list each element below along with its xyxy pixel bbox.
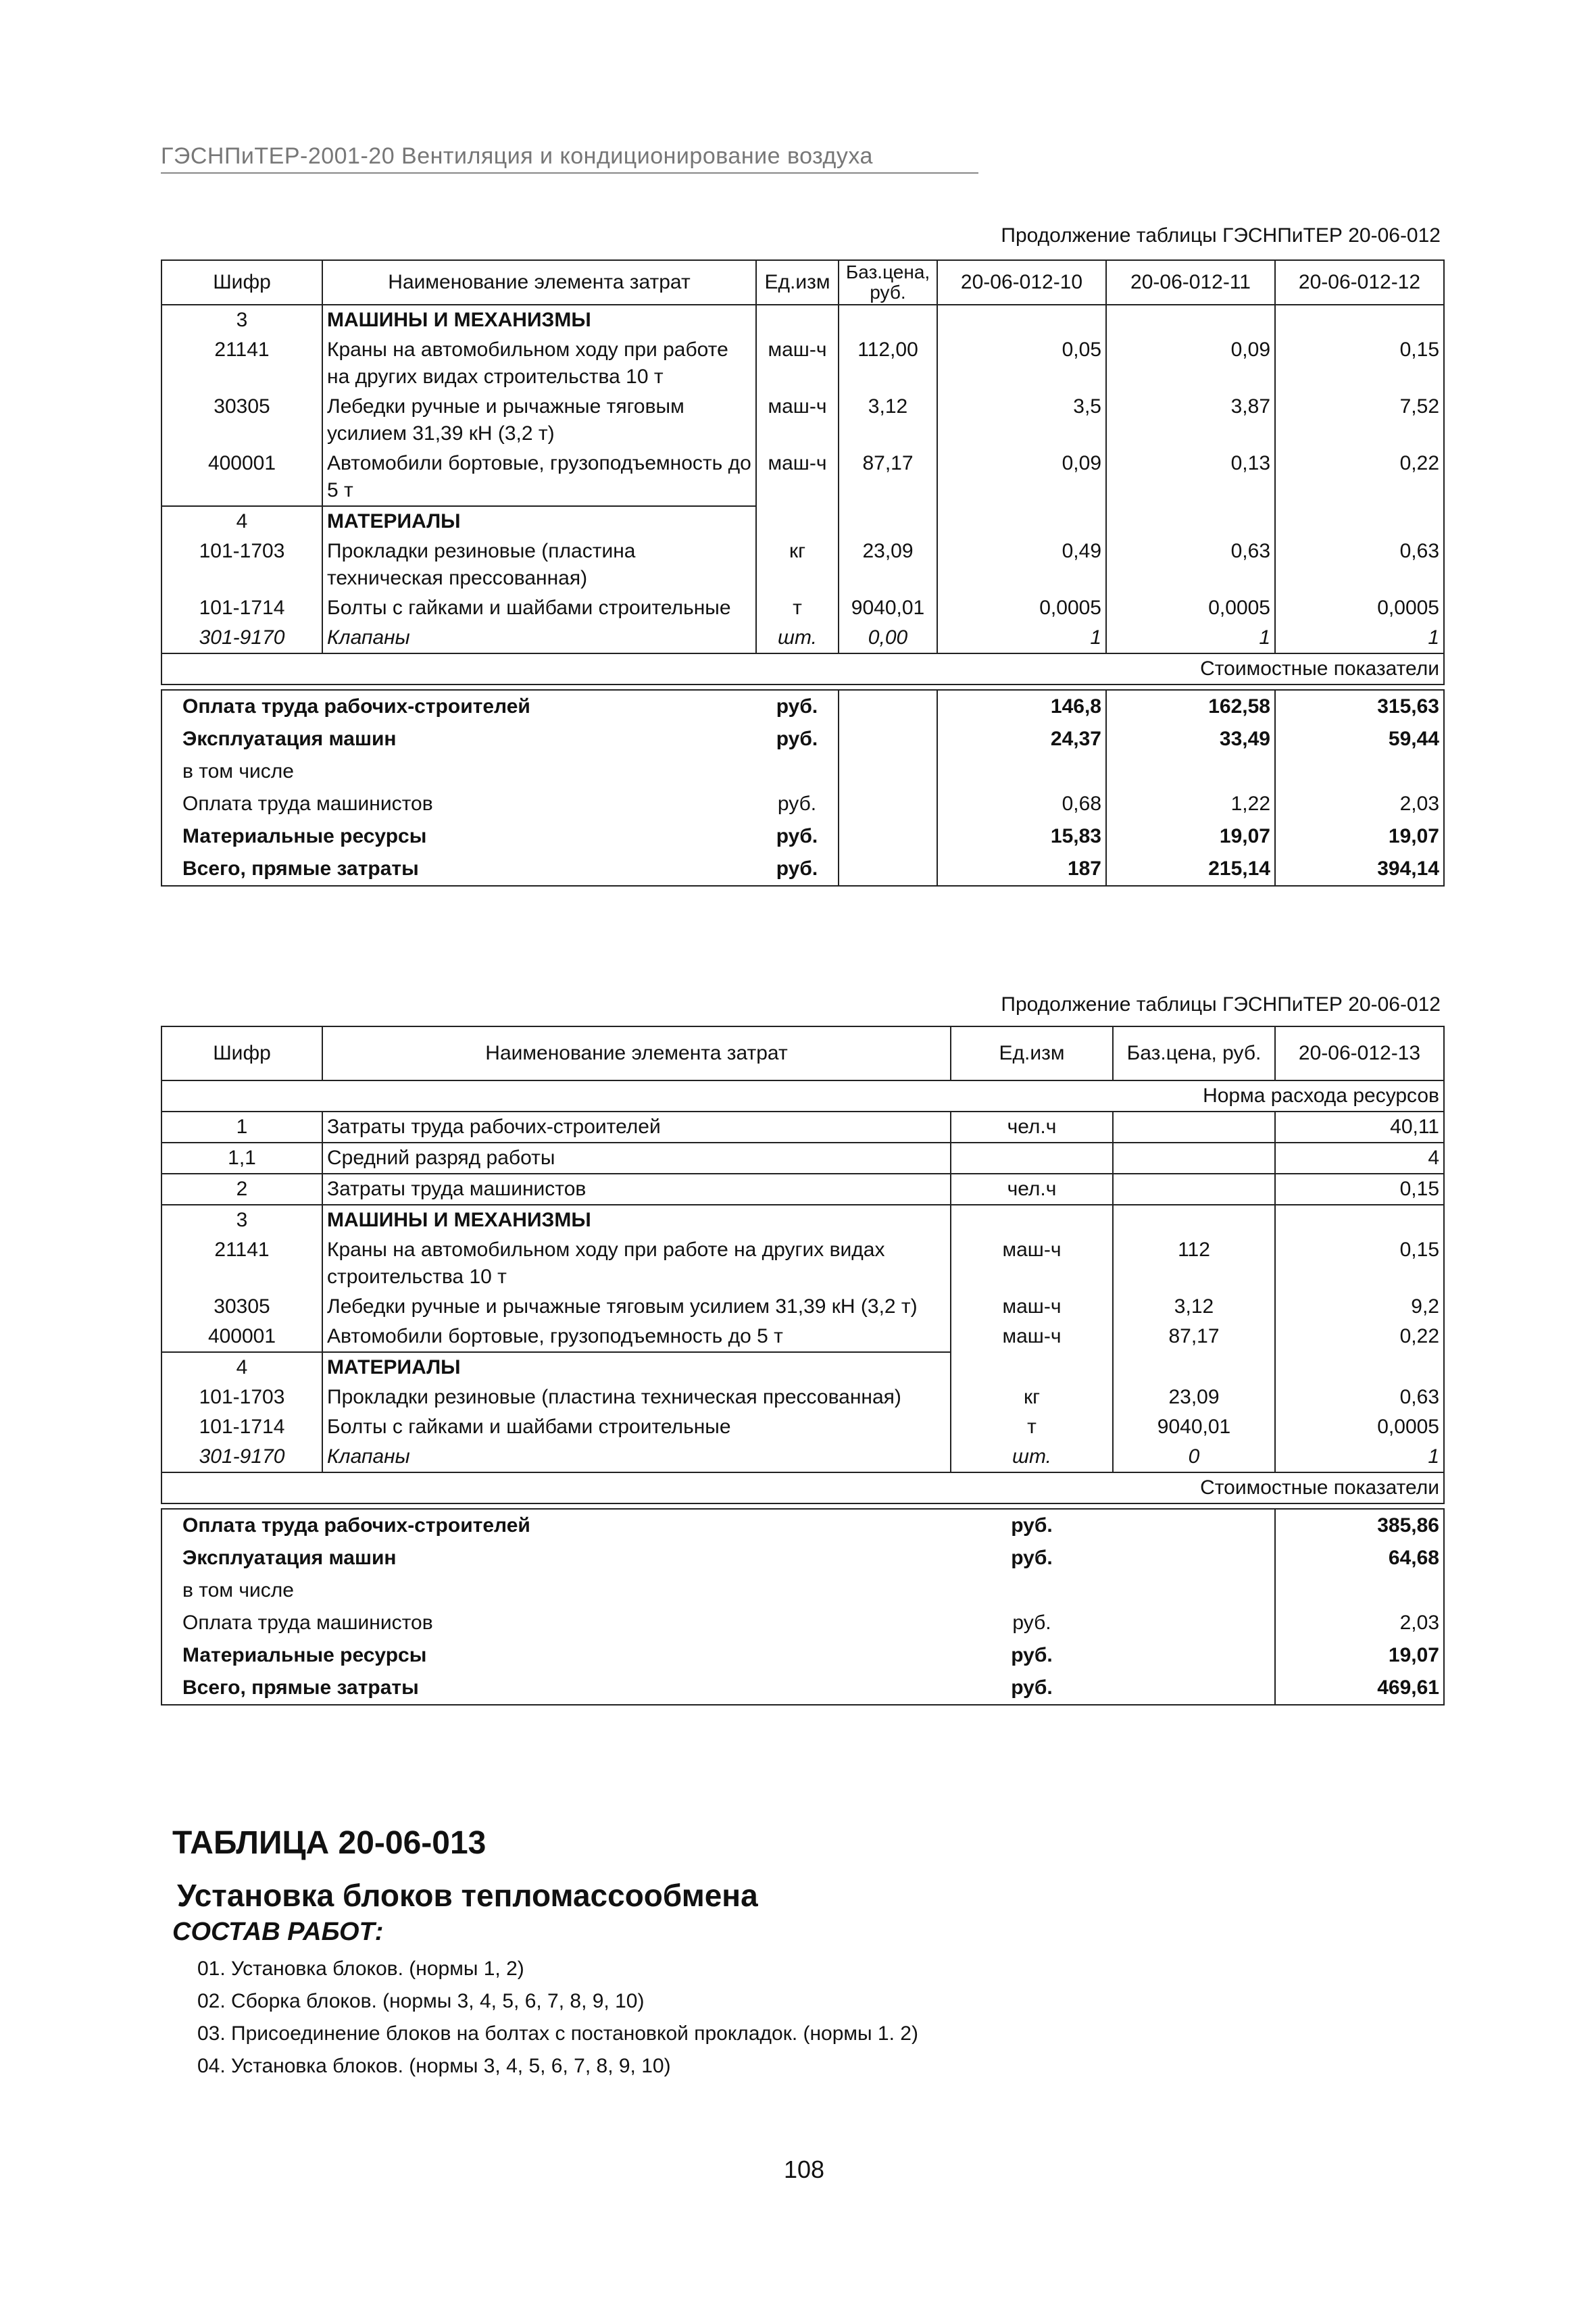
section-row — [161, 305, 1444, 335]
summary-label: Оплата труда рабочих-строителей — [161, 690, 756, 723]
table-row — [161, 1412, 1444, 1442]
empty-cell — [1275, 1352, 1444, 1383]
row-unit — [951, 1143, 1113, 1174]
table-row — [161, 1322, 1444, 1352]
summary-label: Всего, прямые затраты — [161, 1672, 951, 1705]
summary-unit: руб. — [1012, 1612, 1051, 1634]
summary-value-1 — [937, 755, 1106, 788]
empty-cell — [937, 506, 1106, 537]
row-value-2: 0,13 — [1106, 449, 1275, 506]
row-price: 23,09 — [1113, 1383, 1275, 1412]
summary-label: Эксплуатация машин — [161, 1542, 951, 1574]
row-value-3: 0,15 — [1275, 335, 1444, 392]
empty-cell — [1106, 305, 1275, 335]
row-value-1: 0,0005 — [1275, 1412, 1444, 1442]
summary-unit: руб. — [776, 695, 818, 718]
row-name: Автомобили бортовые, грузоподъемность до 5 т — [322, 449, 756, 506]
row-value-3: 0,63 — [1275, 537, 1444, 593]
row-price: 9040,01 — [839, 593, 937, 623]
row-price — [1113, 1174, 1275, 1205]
col-name-header: Наименование элемента затрат — [322, 260, 756, 305]
table-subtitle: Установка блоков тепломассообмена — [177, 1878, 758, 1913]
col-code-header: Шифр — [161, 260, 322, 305]
summary-unit: руб. — [1011, 1514, 1053, 1537]
row-code: 30305 — [161, 1292, 322, 1322]
section-row — [161, 1205, 1444, 1235]
row-unit: т — [951, 1412, 1113, 1442]
works-title: СОСТАВ РАБОТ: — [172, 1918, 384, 1946]
row-value-3: 0,0005 — [1275, 593, 1444, 623]
row-code: 400001 — [161, 449, 322, 506]
table-row — [161, 1383, 1444, 1412]
summary-row — [161, 1509, 1444, 1542]
row-name: Прокладки резиновые (пластина техническая прессованная) — [322, 1383, 951, 1412]
row-value-2: 0,09 — [1106, 335, 1275, 392]
works-item: 01. Установка блоков. (нормы 1, 2) — [197, 1958, 524, 1980]
row-code: 30305 — [161, 392, 322, 449]
row-unit: маш-ч — [756, 392, 839, 449]
summary-value-3: 19,07 — [1275, 820, 1444, 853]
row-name: Прокладки резиновые (пластина техническая прессованная) — [322, 537, 756, 593]
row-code: 2 — [161, 1174, 322, 1205]
empty-cell — [839, 723, 937, 755]
row-value-1: 1 — [937, 623, 1106, 653]
summary-row — [161, 1542, 1444, 1574]
row-value-1: 4 — [1275, 1143, 1444, 1174]
table-row — [161, 623, 1444, 653]
summary-value-2 — [1106, 755, 1275, 788]
empty-cell — [1106, 506, 1275, 537]
summary-unit: руб. — [777, 793, 817, 815]
section-row — [161, 506, 1444, 537]
summary-value-1: 19,07 — [1275, 1639, 1444, 1672]
table-row — [161, 1174, 1444, 1205]
page-number: 108 — [784, 2156, 825, 2183]
empty-cell — [161, 1472, 1113, 1503]
summary-value-3: 2,03 — [1275, 788, 1444, 820]
col-norm3-header: 20-06-012-12 — [1275, 260, 1444, 305]
row-name: Болты с гайками и шайбами строительные — [322, 1412, 951, 1442]
summary-row — [161, 788, 1444, 820]
row-value-3: 7,52 — [1275, 392, 1444, 449]
row-value-1: 0,05 — [937, 335, 1106, 392]
works-list — [197, 1953, 918, 2083]
row-code: 301-9170 — [161, 1442, 322, 1472]
empty-cell — [839, 820, 937, 853]
row-code: 101-1714 — [161, 593, 322, 623]
summary-row — [161, 690, 1444, 723]
row-name: Затраты труда машинистов — [322, 1174, 951, 1205]
summary-label: Оплата труда машинистов — [161, 1607, 951, 1639]
summary-row — [161, 755, 1444, 788]
summary-row — [161, 820, 1444, 853]
row-price: 112,00 — [839, 335, 937, 392]
table2 — [161, 1026, 1445, 1706]
col-name-header: Наименование элемента затрат — [322, 1026, 951, 1080]
col-norm2-header: 20-06-012-11 — [1106, 260, 1275, 305]
row-value-1: 0,63 — [1275, 1383, 1444, 1412]
row-unit: шт. — [756, 623, 839, 653]
empty-cell — [1113, 1352, 1275, 1383]
empty-cell — [1113, 1509, 1275, 1542]
row-code: 21141 — [161, 335, 322, 392]
table-row — [161, 1442, 1444, 1472]
gap-row — [161, 1503, 1444, 1509]
row-value-1: 40,11 — [1275, 1112, 1444, 1143]
summary-value-3: 315,63 — [1275, 690, 1444, 723]
row-value-1: 0,49 — [937, 537, 1106, 593]
row-name: Лебедки ручные и рычажные тяговым усилием 31,39 кН (3,2 т) — [322, 1292, 951, 1322]
row-unit: т — [756, 593, 839, 623]
summary-label: Материальные ресурсы — [161, 820, 756, 853]
table1-header-row — [161, 260, 1444, 305]
summary-value-2: 33,49 — [1106, 723, 1275, 755]
summary-value-1: 2,03 — [1275, 1607, 1444, 1639]
table-row — [161, 392, 1444, 449]
row-unit: маш-ч — [951, 1292, 1113, 1322]
works-item: 03. Присоединение блоков на болтах с постановкой прокладок. (нормы 1. 2) — [197, 2022, 918, 2045]
row-name: Затраты труда рабочих-строителей — [322, 1112, 951, 1143]
summary-value-3: 394,14 — [1275, 853, 1444, 886]
gap-cell — [161, 1503, 1444, 1509]
summary-value-1: 469,61 — [1275, 1672, 1444, 1705]
row-value-1: 0,15 — [1275, 1235, 1444, 1292]
summary-label: Всего, прямые затраты — [161, 853, 756, 886]
summary-value-1 — [1275, 1574, 1444, 1607]
row-name: Средний разряд работы — [322, 1143, 951, 1174]
summary-unit: руб. — [776, 728, 818, 750]
cost-title-row — [161, 653, 1444, 684]
row-price: 112 — [1113, 1235, 1275, 1292]
row-value-1: 0,22 — [1275, 1322, 1444, 1352]
row-price: 87,17 — [839, 449, 937, 506]
summary-value-2: 215,14 — [1106, 853, 1275, 886]
gap-cell — [161, 684, 1444, 690]
table1 — [161, 259, 1445, 887]
row-name: Болты с гайками и шайбами строительные — [322, 593, 756, 623]
row-value-3: 0,22 — [1275, 449, 1444, 506]
section-code: 3 — [161, 305, 322, 335]
summary-label: Эксплуатация машин — [161, 723, 756, 755]
empty-cell — [1275, 305, 1444, 335]
summary-row — [161, 1607, 1444, 1639]
summary-unit: руб. — [756, 853, 839, 886]
empty-cell — [756, 506, 839, 537]
row-name: Автомобили бортовые, грузоподъемность до 5 т — [322, 1322, 951, 1352]
empty-cell — [839, 853, 937, 886]
table-row — [161, 593, 1444, 623]
summary-row — [161, 723, 1444, 755]
row-value-2: 0,63 — [1106, 537, 1275, 593]
section-code: 3 — [161, 1205, 322, 1235]
row-name: Краны на автомобильном ходу при работе на других видах строительства 10 т — [322, 335, 756, 392]
empty-cell — [1113, 1672, 1275, 1705]
summary-value-1: 146,8 — [937, 690, 1106, 723]
row-price: 9040,01 — [1113, 1412, 1275, 1442]
row-value-1: 1 — [1275, 1442, 1444, 1472]
summary-value-2: 162,58 — [1106, 690, 1275, 723]
summary-value-1: 24,37 — [937, 723, 1106, 755]
row-value-1: 3,5 — [937, 392, 1106, 449]
table2-continuation: Продолжение таблицы ГЭСНПиТЕР 20-06-012 — [1001, 993, 1441, 1016]
row-unit: чел.ч — [951, 1174, 1113, 1205]
section-code: 4 — [161, 1352, 322, 1383]
norm-title-row — [161, 1080, 1444, 1112]
col-unit-header: Ед.изм — [951, 1026, 1113, 1080]
row-price: 3,12 — [1113, 1292, 1275, 1322]
empty-cell — [756, 305, 839, 335]
row-unit: шт. — [951, 1442, 1113, 1472]
row-code: 101-1703 — [161, 1383, 322, 1412]
section-title: МАТЕРИАЛЫ — [322, 506, 756, 537]
empty-cell — [951, 1352, 1113, 1383]
row-unit: маш-ч — [951, 1322, 1113, 1352]
table1-continuation: Продолжение таблицы ГЭСНПиТЕР 20-06-012 — [1001, 224, 1441, 247]
row-name: Клапаны — [322, 623, 756, 653]
table-row — [161, 449, 1444, 506]
row-name: Лебедки ручные и рычажные тяговым усилием 31,39 кН (3,2 т) — [322, 392, 756, 449]
row-code: 301-9170 — [161, 623, 322, 653]
empty-cell — [1275, 506, 1444, 537]
gap-row — [161, 684, 1444, 690]
summary-value-3 — [1275, 755, 1444, 788]
summary-unit: руб. — [776, 825, 818, 847]
table-row — [161, 537, 1444, 593]
summary-value-1: 64,68 — [1275, 1542, 1444, 1574]
cost-title: Стоимостные показатели — [1113, 1472, 1444, 1503]
empty-cell — [937, 305, 1106, 335]
row-value-1: 9,2 — [1275, 1292, 1444, 1322]
summary-unit: руб. — [1011, 1547, 1053, 1569]
row-price — [1113, 1112, 1275, 1143]
section-title: МАШИНЫ И МЕХАНИЗМЫ — [322, 305, 756, 335]
empty-cell — [1113, 1205, 1275, 1235]
row-price — [1113, 1143, 1275, 1174]
row-code: 1,1 — [161, 1143, 322, 1174]
col-norm1-header: 20-06-012-13 — [1275, 1026, 1444, 1080]
table-row — [161, 1292, 1444, 1322]
row-name: Краны на автомобильном ходу при работе на других видах строительства 10 т — [322, 1235, 951, 1292]
empty-cell — [951, 1205, 1113, 1235]
empty-cell — [1113, 1607, 1275, 1639]
row-value-2: 3,87 — [1106, 392, 1275, 449]
col-price-header: Баз.цена, руб. — [1113, 1026, 1275, 1080]
table-row — [161, 1143, 1444, 1174]
table-title: ТАБЛИЦА 20-06-013 — [172, 1825, 487, 1861]
row-code: 1 — [161, 1112, 322, 1143]
summary-value-2: 1,22 — [1106, 788, 1275, 820]
col-code-header: Шифр — [161, 1026, 322, 1080]
section-title: МАТЕРИАЛЫ — [322, 1352, 951, 1383]
section-title: МАШИНЫ И МЕХАНИЗМЫ — [322, 1205, 951, 1235]
empty-cell — [161, 1080, 1113, 1112]
summary-label: Материальные ресурсы — [161, 1639, 951, 1672]
summary-label: Оплата труда рабочих-строителей — [161, 1509, 951, 1542]
row-code: 101-1714 — [161, 1412, 322, 1442]
summary-unit: руб. — [951, 1672, 1113, 1705]
cost-title-row — [161, 1472, 1444, 1503]
row-value-2: 0,0005 — [1106, 593, 1275, 623]
summary-row — [161, 853, 1444, 886]
empty-cell — [1275, 1205, 1444, 1235]
empty-cell — [1113, 1639, 1275, 1672]
summary-label: в том числе — [161, 755, 756, 788]
running-header: ГЭСНПиТЕР-2001-20 Вентиляция и кондиционирование воздуха — [161, 143, 978, 174]
works-item: 04. Установка блоков. (нормы 3, 4, 5, 6, 7, 8, 9, 10) — [197, 2055, 671, 2077]
row-value-1: 0,09 — [937, 449, 1106, 506]
empty-cell — [161, 653, 937, 684]
col-price-header: Баз.цена, руб. — [839, 260, 937, 305]
table-row — [161, 1112, 1444, 1143]
row-price: 0 — [1113, 1442, 1275, 1472]
row-price: 0,00 — [839, 623, 937, 653]
summary-label: в том числе — [161, 1574, 951, 1607]
summary-unit: руб. — [1011, 1644, 1053, 1666]
summary-value-1: 15,83 — [937, 820, 1106, 853]
empty-cell — [1113, 1574, 1275, 1607]
empty-cell — [839, 690, 937, 723]
row-unit: кг — [951, 1383, 1113, 1412]
row-value-3: 1 — [1275, 623, 1444, 653]
row-name: Клапаны — [322, 1442, 951, 1472]
section-code: 4 — [161, 506, 322, 537]
row-unit: маш-ч — [756, 449, 839, 506]
row-unit: маш-ч — [951, 1235, 1113, 1292]
empty-cell — [1113, 1542, 1275, 1574]
empty-cell — [839, 788, 937, 820]
empty-cell — [839, 305, 937, 335]
summary-row — [161, 1672, 1444, 1705]
row-unit: маш-ч — [756, 335, 839, 392]
summary-value-3: 59,44 — [1275, 723, 1444, 755]
summary-label: Оплата труда машинистов — [161, 788, 756, 820]
summary-row — [161, 1574, 1444, 1607]
row-unit: кг — [756, 537, 839, 593]
norm-title: Норма расхода ресурсов — [1113, 1080, 1444, 1112]
summary-row — [161, 1639, 1444, 1672]
table2-header-row — [161, 1026, 1444, 1080]
row-code: 101-1703 — [161, 537, 322, 593]
summary-unit — [756, 755, 839, 788]
summary-value-1: 0,68 — [937, 788, 1106, 820]
works-item: 02. Сборка блоков. (нормы 3, 4, 5, 6, 7, 8, 9, 10) — [197, 1990, 645, 2012]
summary-value-1: 385,86 — [1275, 1509, 1444, 1542]
row-price: 87,17 — [1113, 1322, 1275, 1352]
summary-unit — [951, 1574, 1113, 1607]
row-price: 3,12 — [839, 392, 937, 449]
summary-value-2: 19,07 — [1106, 820, 1275, 853]
cost-title: Стоимостные показатели — [937, 653, 1444, 684]
empty-cell — [839, 755, 937, 788]
row-value-2: 1 — [1106, 623, 1275, 653]
row-code: 21141 — [161, 1235, 322, 1292]
section-row — [161, 1352, 1444, 1383]
empty-cell — [839, 506, 937, 537]
summary-value-1: 187 — [937, 853, 1106, 886]
table-row — [161, 335, 1444, 392]
row-unit: чел.ч — [951, 1112, 1113, 1143]
table-row — [161, 1235, 1444, 1292]
row-code: 400001 — [161, 1322, 322, 1352]
row-price: 23,09 — [839, 537, 937, 593]
col-norm1-header: 20-06-012-10 — [937, 260, 1106, 305]
row-value-1: 0,0005 — [937, 593, 1106, 623]
row-value-1: 0,15 — [1275, 1174, 1444, 1205]
col-unit-header: Ед.изм — [756, 260, 839, 305]
